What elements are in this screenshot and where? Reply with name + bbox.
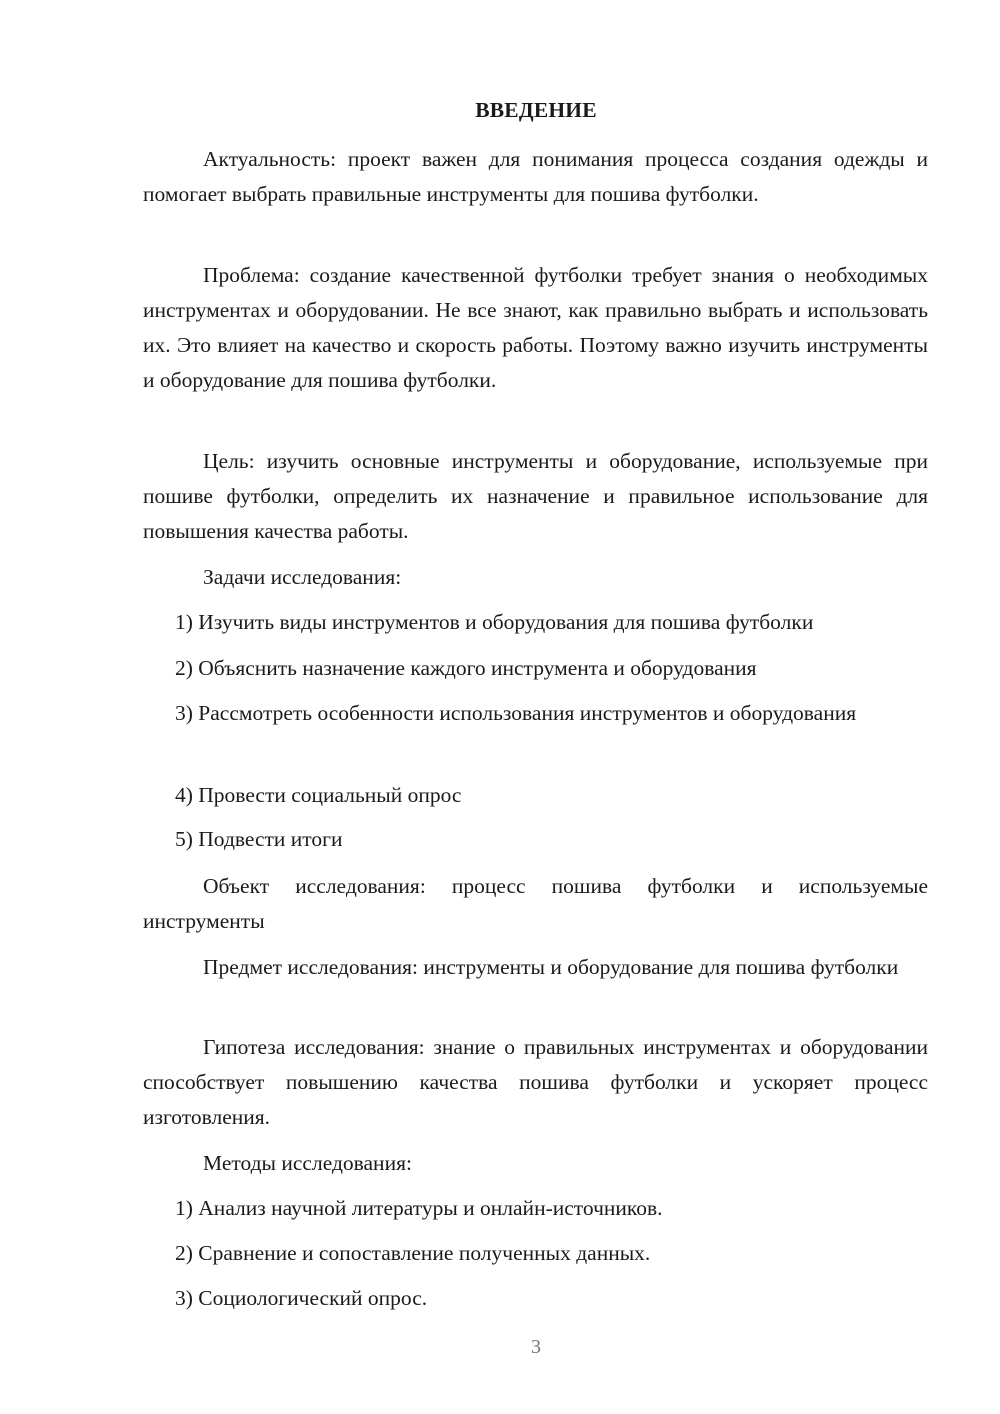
task-item: 4) Провести социальный опрос [175,783,462,807]
methods-heading: Методы исследования: [203,1151,412,1175]
subject-paragraph: Предмет исследования: инструменты и оборудование для пошива футболки [203,955,899,979]
page-title: ВВЕДЕНИЕ [475,98,597,122]
problem-paragraph: Проблема: создание качественной футболки требует знания о необходимых инструментах и оборудовании. Не все знают, как правильно выбрать и использовать их. Это влияет на качество и скорость работы. Поэтому важно изучить инструменты и оборудование для пошива футболки. [143,263,928,392]
relevance-paragraph: Актуальность: проект важен для понимания процесса создания одежды и помогает выбрать правильные инструменты для пошива футболки. [143,147,928,206]
object-paragraph: Объект исследования: процесс пошива футболки и используемые инструменты [143,874,928,933]
method-item: 2) Сравнение и сопоставление полученных данных. [175,1241,651,1265]
method-item: 1) Анализ научной литературы и онлайн-источников. [175,1196,663,1220]
method-item: 3) Социологический опрос. [175,1286,428,1310]
task-item: 1) Изучить виды инструментов и оборудования для пошива футболки [175,610,814,634]
task-item: 2) Объяснить назначение каждого инструмента и оборудования [175,656,757,680]
page-number: 3 [531,1336,541,1358]
goal-paragraph: Цель: изучить основные инструменты и оборудование, используемые при пошиве футболки, определить их назначение и правильное использование для повышения качества работы. [143,449,928,543]
hypothesis-paragraph: Гипотеза исследования: знание о правильных инструментах и оборудовании способствует повышению качества пошива футболки и ускоряет процесс изготовления. [143,1035,928,1129]
tasks-heading: Задачи исследования: [203,565,402,589]
task-item: 3) Рассмотреть особенности использования инструментов и оборудования [175,701,857,725]
task-item: 5) Подвести итоги [175,827,343,851]
